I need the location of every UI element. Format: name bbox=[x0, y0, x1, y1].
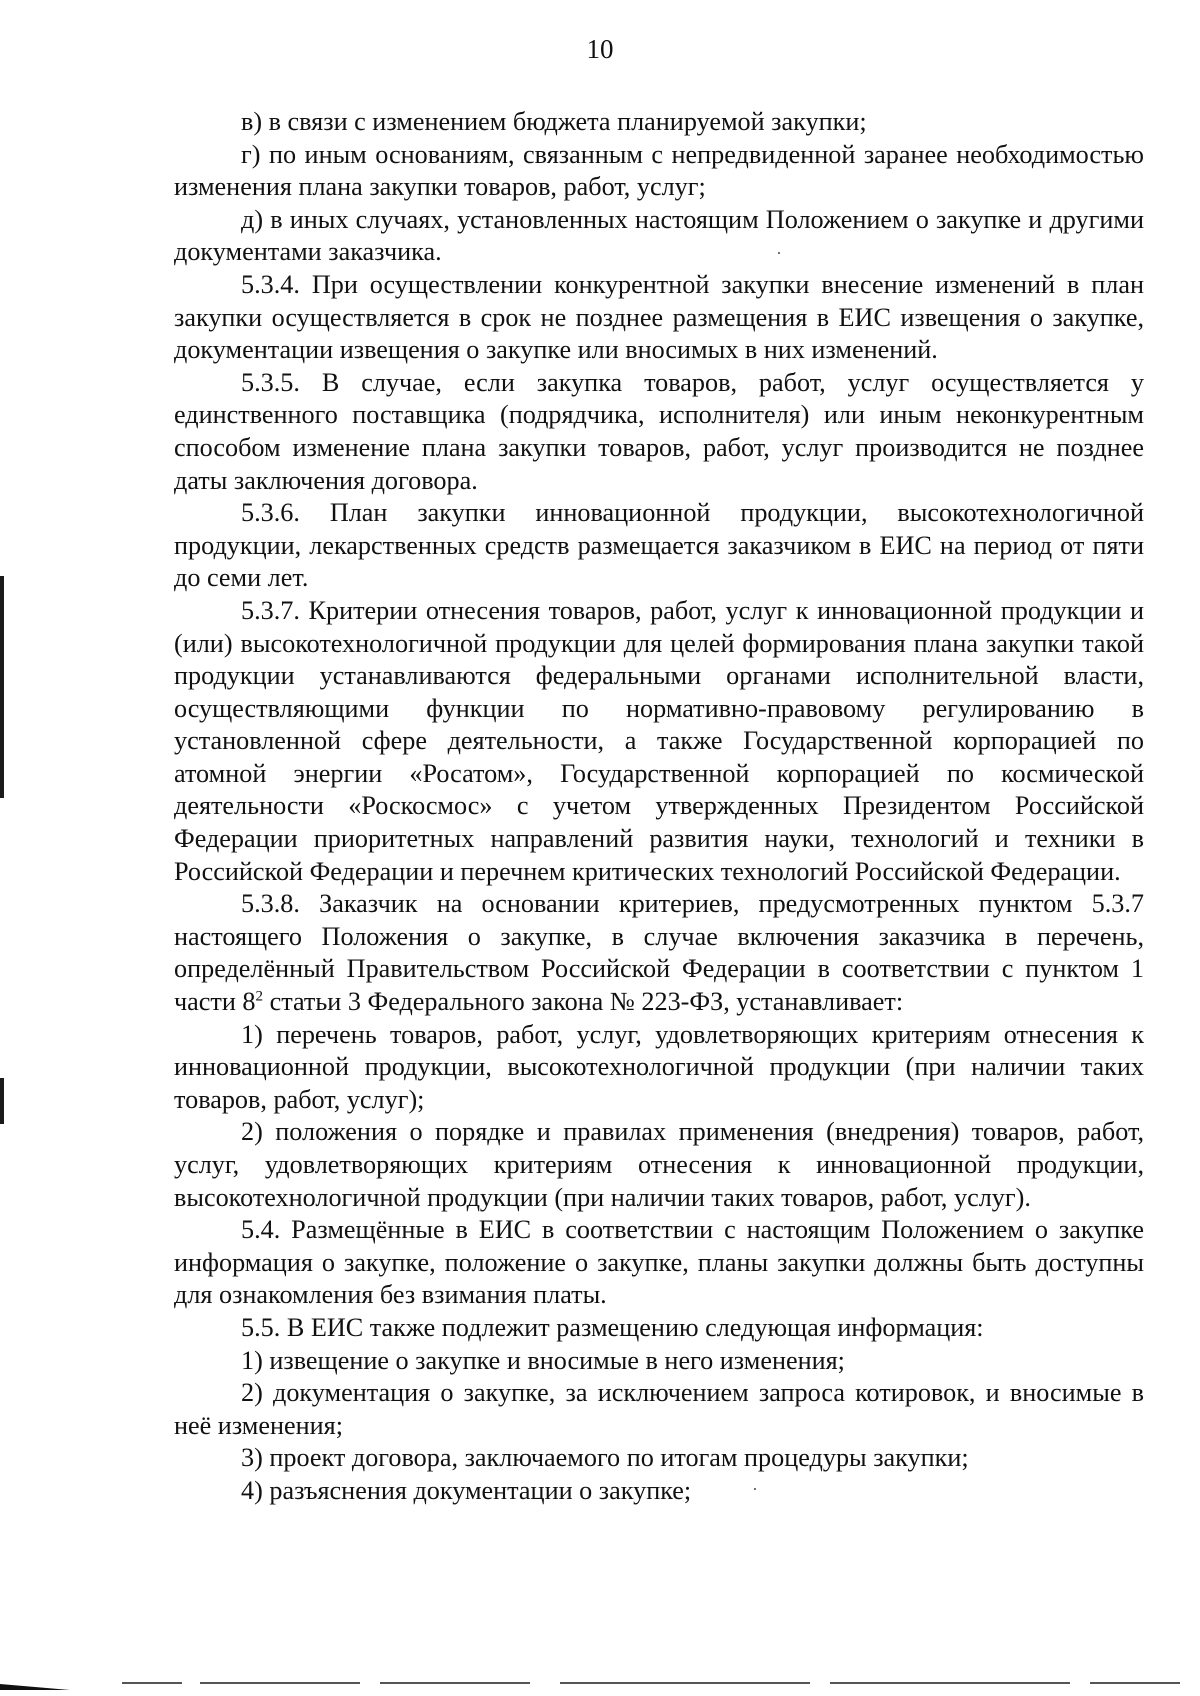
scan-edge-mark bbox=[0, 576, 4, 798]
paragraph-5-3-8 bbox=[174, 888, 1144, 1018]
paragraph: 3) проект договора, заключаемого по итогам процедуры закупки; bbox=[241, 1443, 969, 1473]
footer-rule-segment bbox=[122, 1682, 182, 1684]
page-number: 10 bbox=[586, 34, 614, 64]
paragraph: 1) извещение о закупке и вносимые в него изменения; bbox=[241, 1345, 845, 1375]
scan-footer-rule bbox=[0, 1682, 1200, 1696]
paragraph: 5.3.7. Критерии отнесения товаров, работ, услуг к инновационной продукции и (или) высокотехнологичной продукции для целей формирования плана закупки такой продукции устанавливаются федеральными органами исполнительной власти, осуществляющими функции по нормативно-правовому регулированию в установленной сфере деятельности, а также Государственной корпорацией по атомной энергии «Росатом», Государственной корпорацией по космической деятельности «Роскосмос» с учетом утвержденных Президентом Российской Федерации приоритетных направлений развития науки, технологий и техники в Российской Федерации и перечнем критических технологий Российской Федерации. bbox=[174, 595, 1144, 886]
paragraph: 1) перечень товаров, работ, услуг, удовлетворяющих критериям отнесения к инновационной продукции, высокотехнологичной продукции (при наличии таких товаров, работ, услуг); bbox=[174, 1019, 1144, 1114]
footer-rule-segment bbox=[200, 1682, 360, 1684]
superscript: 2 bbox=[255, 988, 264, 1005]
footer-rule-segment bbox=[560, 1682, 810, 1684]
paragraph: 5.4. Размещённые в ЕИС в соответствии с настоящим Положением о закупке информация о закупке, положение о закупке, планы закупки должны быть доступны для ознакомления без взимания платы. bbox=[174, 1215, 1144, 1310]
paragraph: 2) документация о закупке, за исключением запроса котировок, и вносимые в неё изменения; bbox=[174, 1378, 1144, 1440]
paragraph-text: статьи 3 Федерального закона № 223-ФЗ, устанавливает: bbox=[263, 987, 904, 1017]
paragraph: г) по иным основаниям, связанным с непредвиденной заранее необходимостью изменения плана закупки товаров, работ, услуг; bbox=[174, 139, 1144, 202]
paragraph: 5.5. В ЕИС также подлежит размещению следующая информация: bbox=[241, 1312, 984, 1342]
paragraph: 5.3.5. В случае, если закупка товаров, работ, услуг осуществляется у единственного поставщика (подрядчика, исполнителя) или иным неконкурентным способом изменение плана закупки товаров, работ, услуг производится не позднее даты заключения договора. bbox=[174, 367, 1144, 495]
paragraph: 5.3.6. План закупки инновационной продукции, высокотехнологичной продукции, лекарственных средств размещается заказчиком в ЕИС на период от пяти до семи лет. bbox=[174, 498, 1144, 593]
paragraph: в) в связи с изменением бюджета планируемой закупки; bbox=[241, 107, 867, 136]
paragraph-text: 5.3.8. Заказчик на основании критериев, предусмотренных пунктом 5.3.7 настоящего Положения о закупке, в случае включения заказчика в перечень, определённый Правительством Российской Федерации в соответствии с пунктом 1 части 8 bbox=[174, 889, 1144, 1017]
paragraph: 5.3.4. При осуществлении конкурентной закупки внесение изменений в план закупки осуществляется в срок не позднее размещения в ЕИС извещения о закупке, документации извещения о закупке или вносимых в них изменений. bbox=[174, 269, 1144, 365]
scan-edge-mark bbox=[0, 1078, 4, 1124]
paragraph: 4) разъяснения документации о закупке; bbox=[241, 1475, 692, 1505]
document-body bbox=[174, 106, 1144, 1508]
paragraph: д) в иных случаях, установленных настоящим Положением о закупке и другими документами заказчика. bbox=[174, 204, 1144, 267]
footer-rule-segment bbox=[1090, 1682, 1180, 1684]
footer-rule-segment bbox=[380, 1682, 530, 1684]
paragraph: 2) положения о порядке и правилах применения (внедрения) товаров, работ, услуг, удовлетворяющих критериям отнесения к инновационной продукции, высокотехнологичной продукции (при наличии таких товаров, работ, услуг). bbox=[174, 1117, 1144, 1212]
footer-rule-segment bbox=[830, 1682, 1070, 1684]
